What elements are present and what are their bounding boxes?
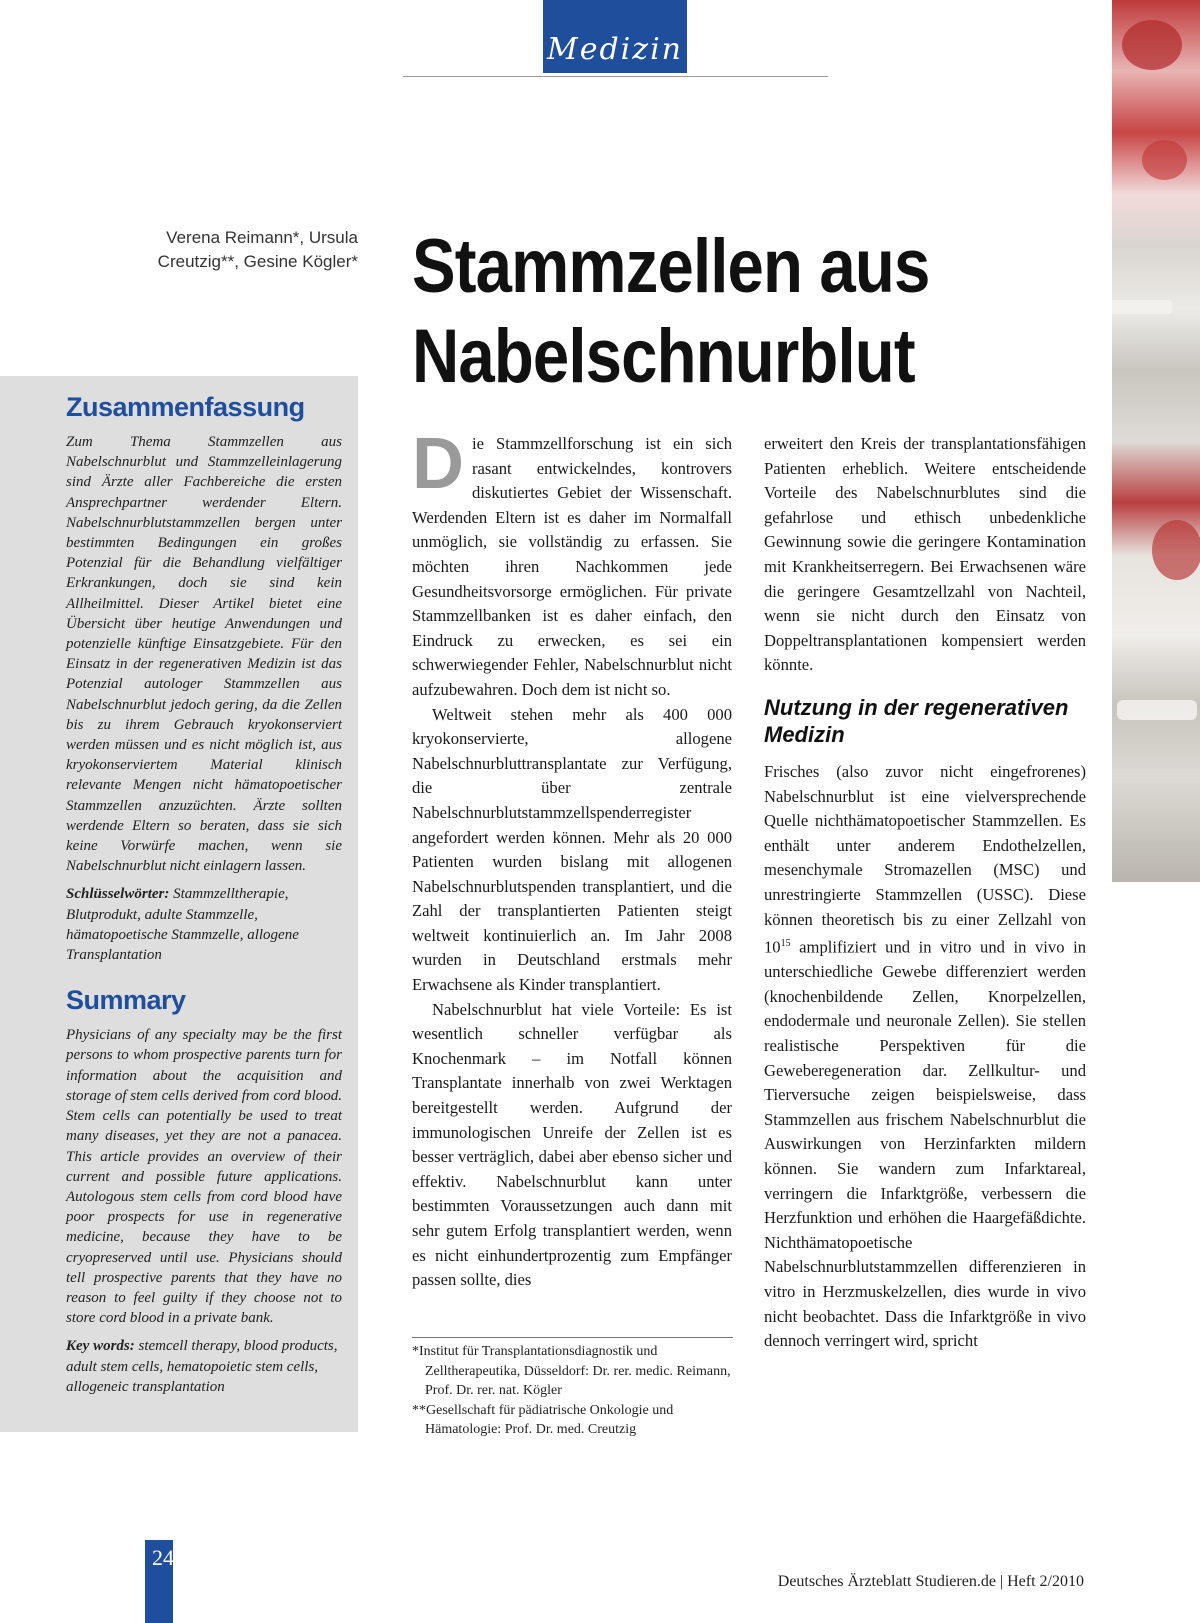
body-paragraph-1-text: ie Stammzellforschung ist ein sich rasant entwickelndes, kontrovers diskutiertes Gebiet der Wissenschaft. Werdenden Eltern ist es daher im Normalfall unmöglich, sie vollständig zu erfassen. Sie möchten ihren Nachkommen jede Gesundheitsvorsorge ermöglichen. Für private Stammzellbanken ist es daher einfach, den Eindruck zu erwecken, es sei ein schwerwiegender Fehler, Nabelschnurblut nicht aufzubewahren. Doch dem ist nicht so. — [412, 434, 732, 699]
footnote-2: **Gesellschaft für pädiatrische Onkologie und Hämatologie: Prof. Dr. med. Creutzig — [412, 1402, 674, 1437]
authors — [100, 226, 358, 274]
page-number-tab — [145, 1540, 173, 1623]
exponent: 15 — [780, 938, 791, 950]
section-heading-regenerative: Nutzung in der regenerativen Medizin — [764, 694, 1069, 747]
body-paragraph-2: Weltweit stehen mehr als 400 000 kryokonservierte, allogene Nabelschnurbluttransplantate zur Verfügung, die über zentrale Nabelschnurblutstammzellspenderregister angefordert werden können. Mehr als 20 000 Patienten wurden bislang mit allogenen Nabelschnurblutspenden transplantiert, und die Zahl der transplantierten Patienten steigt weltweit kontinuierlich an. Im Jahr 2008 wurden in Deutschland erstmals mehr Erwachsene als Kinder transplantiert. — [412, 704, 732, 995]
footnote-1: *Institut für Transplantationsdiagnostik und Zelltherapeutika, Düsseldorf: Dr. rer. medic. Reimann, Prof. Dr. rer. nat. Kögler — [412, 1344, 731, 1398]
title-line-2: Nabelschnurblut — [412, 314, 915, 399]
body-paragraph-5a: Frisches (also zuvor nicht eingefrorenes) Nabelschnurblut ist eine vielversprechende Quelle nichthämatopoetischer Stammzellen. Es enthält unter anderem Endothelzellen, mesenchymale Stromazellen (MSC) und unrestringierte Stammzellen (USSC). Diese können theoretisch bis zu einer Zellzahl von 10 — [764, 761, 1086, 957]
section-tab: Medizin — [543, 0, 687, 73]
header-photo — [1112, 0, 1200, 882]
schluesselwoerter-label: Schlüsselwörter: — [66, 886, 170, 903]
body-column-1 — [412, 424, 732, 1293]
zusammenfassung-text: Zum Thema Stammzellen aus Nabelschnurblut und Stammzelleinlagerung sind Ärzte aller Fachbereiche die ersten Ansprechpartner werdender Eltern. Nabelschnurblutstammzellen bergen unter bestimmten Bedingungen ein großes Potenzial für die Behandlung vielfältiger Erkrankungen, doch sie sind kein Allheilmittel. Dieser Artikel bietet eine Übersicht über heutige Anwendungen und potenzielle künftige Einsatzgebiete. Für den Einsatz in der regenerativen Medizin ist das Potenzial autologer Stammzellen aus Nabelschnurblut jedoch gering, da die Zellen bis zu ihrem Gebrauch kryokonserviert werden müssen und es nicht möglich ist, aus kryokonserviertem Material klinisch relevante Mengen nicht hämatopoetischer Stammzellen anzuzüchten. Ärzte sollten werdende Eltern so beraten, dass sie sich keine Vorwürfe machen, wenn sie Nabelschnurblut nicht einlagern lassen. — [66, 434, 342, 875]
keywords-label: Key words: — [66, 1338, 135, 1355]
summary-heading: Summary — [66, 985, 186, 1016]
body-paragraph-5b: amplifiziert und in vitro und in vivo in unterschiedliche Gewebe differenziert werden (knochenbildende Zellen, Knorpelzellen, endodermale und neuronale Zellen). Sie stellen realistische Perspektiven für die Geweberegeneration dar. Zellkultur- und Tierversuche zeigen beispielsweise, dass Stammzellen aus frischem Nabelschnurblut die Auswirkungen von Herzinfarkten mildern können. Sie wandern zum Infarktareal, verringern die Infarktgröße, verbessern die Herzfunktion und erhöhen die Haargefäßdichte. Nichthämatopoetische Nabelschnurblutstammzellen differenzieren in vitro in Herzmuskelzellen, dies wurde in vivo nicht beobachtet. Dass die Infarktgröße in vivo dennoch verringert wird, spricht — [764, 937, 1086, 1351]
title-line-1: Stammzellen aus — [412, 224, 930, 309]
authors-line-1: Verena Reimann*, Ursula — [166, 228, 358, 247]
page-number: 24 — [152, 1545, 174, 1570]
body-paragraph-3: Nabelschnurblut hat viele Vorteile: Es ist wesentlich schneller verfügbar als Knochenmark – im Notfall können Transplantate innerhalb von zwei Werktagen bereitgestellt werden. Aufgrund der immunologischen Unreife der Zellen ist es besser verträglich, dabei aber ebenso sicher und effektiv. Nabelschnurblut kann unter bestimmten Voraussetzungen auch dann mit sehr gutem Erfolg transplantiert werden, wenn es nicht einhundertprozentig zum Empfänger passen sollte, dies — [412, 999, 732, 1290]
footnotes — [412, 1342, 733, 1440]
body-paragraph-4: erweitert den Kreis der transplantationsfähigen Patienten erheblich. Weitere entscheidende Vorteile des Nabelschnurblutes sind die gefahrlose und ethisch unbedenkliche Gewinnung sowie die geringere Kontamination mit Krankheitserregern. Bei Erwachsenen wäre die geringere Gesamtzellzahl von Nachteil, wenn sie nicht durch den Einsatz von Doppeltransplantationen kompensiert werden könnte. — [764, 434, 1086, 675]
abstract-sidebar — [0, 376, 358, 1432]
keywords — [66, 1336, 342, 1397]
footer-journal: Deutsches Ärzteblatt Studieren.de | Heft 2/2010 — [777, 1573, 1084, 1590]
summary-text: Physicians of any specialty may be the first persons to whom prospective parents turn for information about the acquisition and storage of stem cells derived from cord blood. Stem cells can potentially be used to treat many diseases, yet they are not a panacea. This article provides an overview of their current and possible future applications. Autologous stem cells from cord blood have poor prospects for use in regenerative medicine, because they have to be cryopreserved until use. Physicians should tell prospective parents that they have no reason to feel guilty if they choose not to store cord blood in a private bank. — [66, 1027, 342, 1327]
authors-line-2: Creutzig**, Gesine Kögler* — [157, 252, 358, 271]
schluesselwoerter-list: Stammzelltherapie, Blutprodukt, adulte Stammzelle, hämatopoetische Stammzelle, allogene Transplantation — [66, 886, 299, 964]
footnote-rule — [412, 1337, 733, 1338]
body-column-2 — [764, 432, 1086, 1354]
dropcap: D — [412, 424, 464, 504]
body-paragraph-1 — [412, 424, 732, 703]
zusammenfassung-heading: Zusammenfassung — [66, 392, 305, 422]
body-paragraph-5 — [764, 760, 1086, 1354]
header-rule — [403, 76, 828, 77]
keywords-list: stemcell therapy, blood products, adult stem cells, hematopoietic stem cells, allogeneic transplantation — [66, 1338, 338, 1395]
schluesselwoerter — [66, 884, 342, 965]
article-title — [412, 222, 1005, 402]
